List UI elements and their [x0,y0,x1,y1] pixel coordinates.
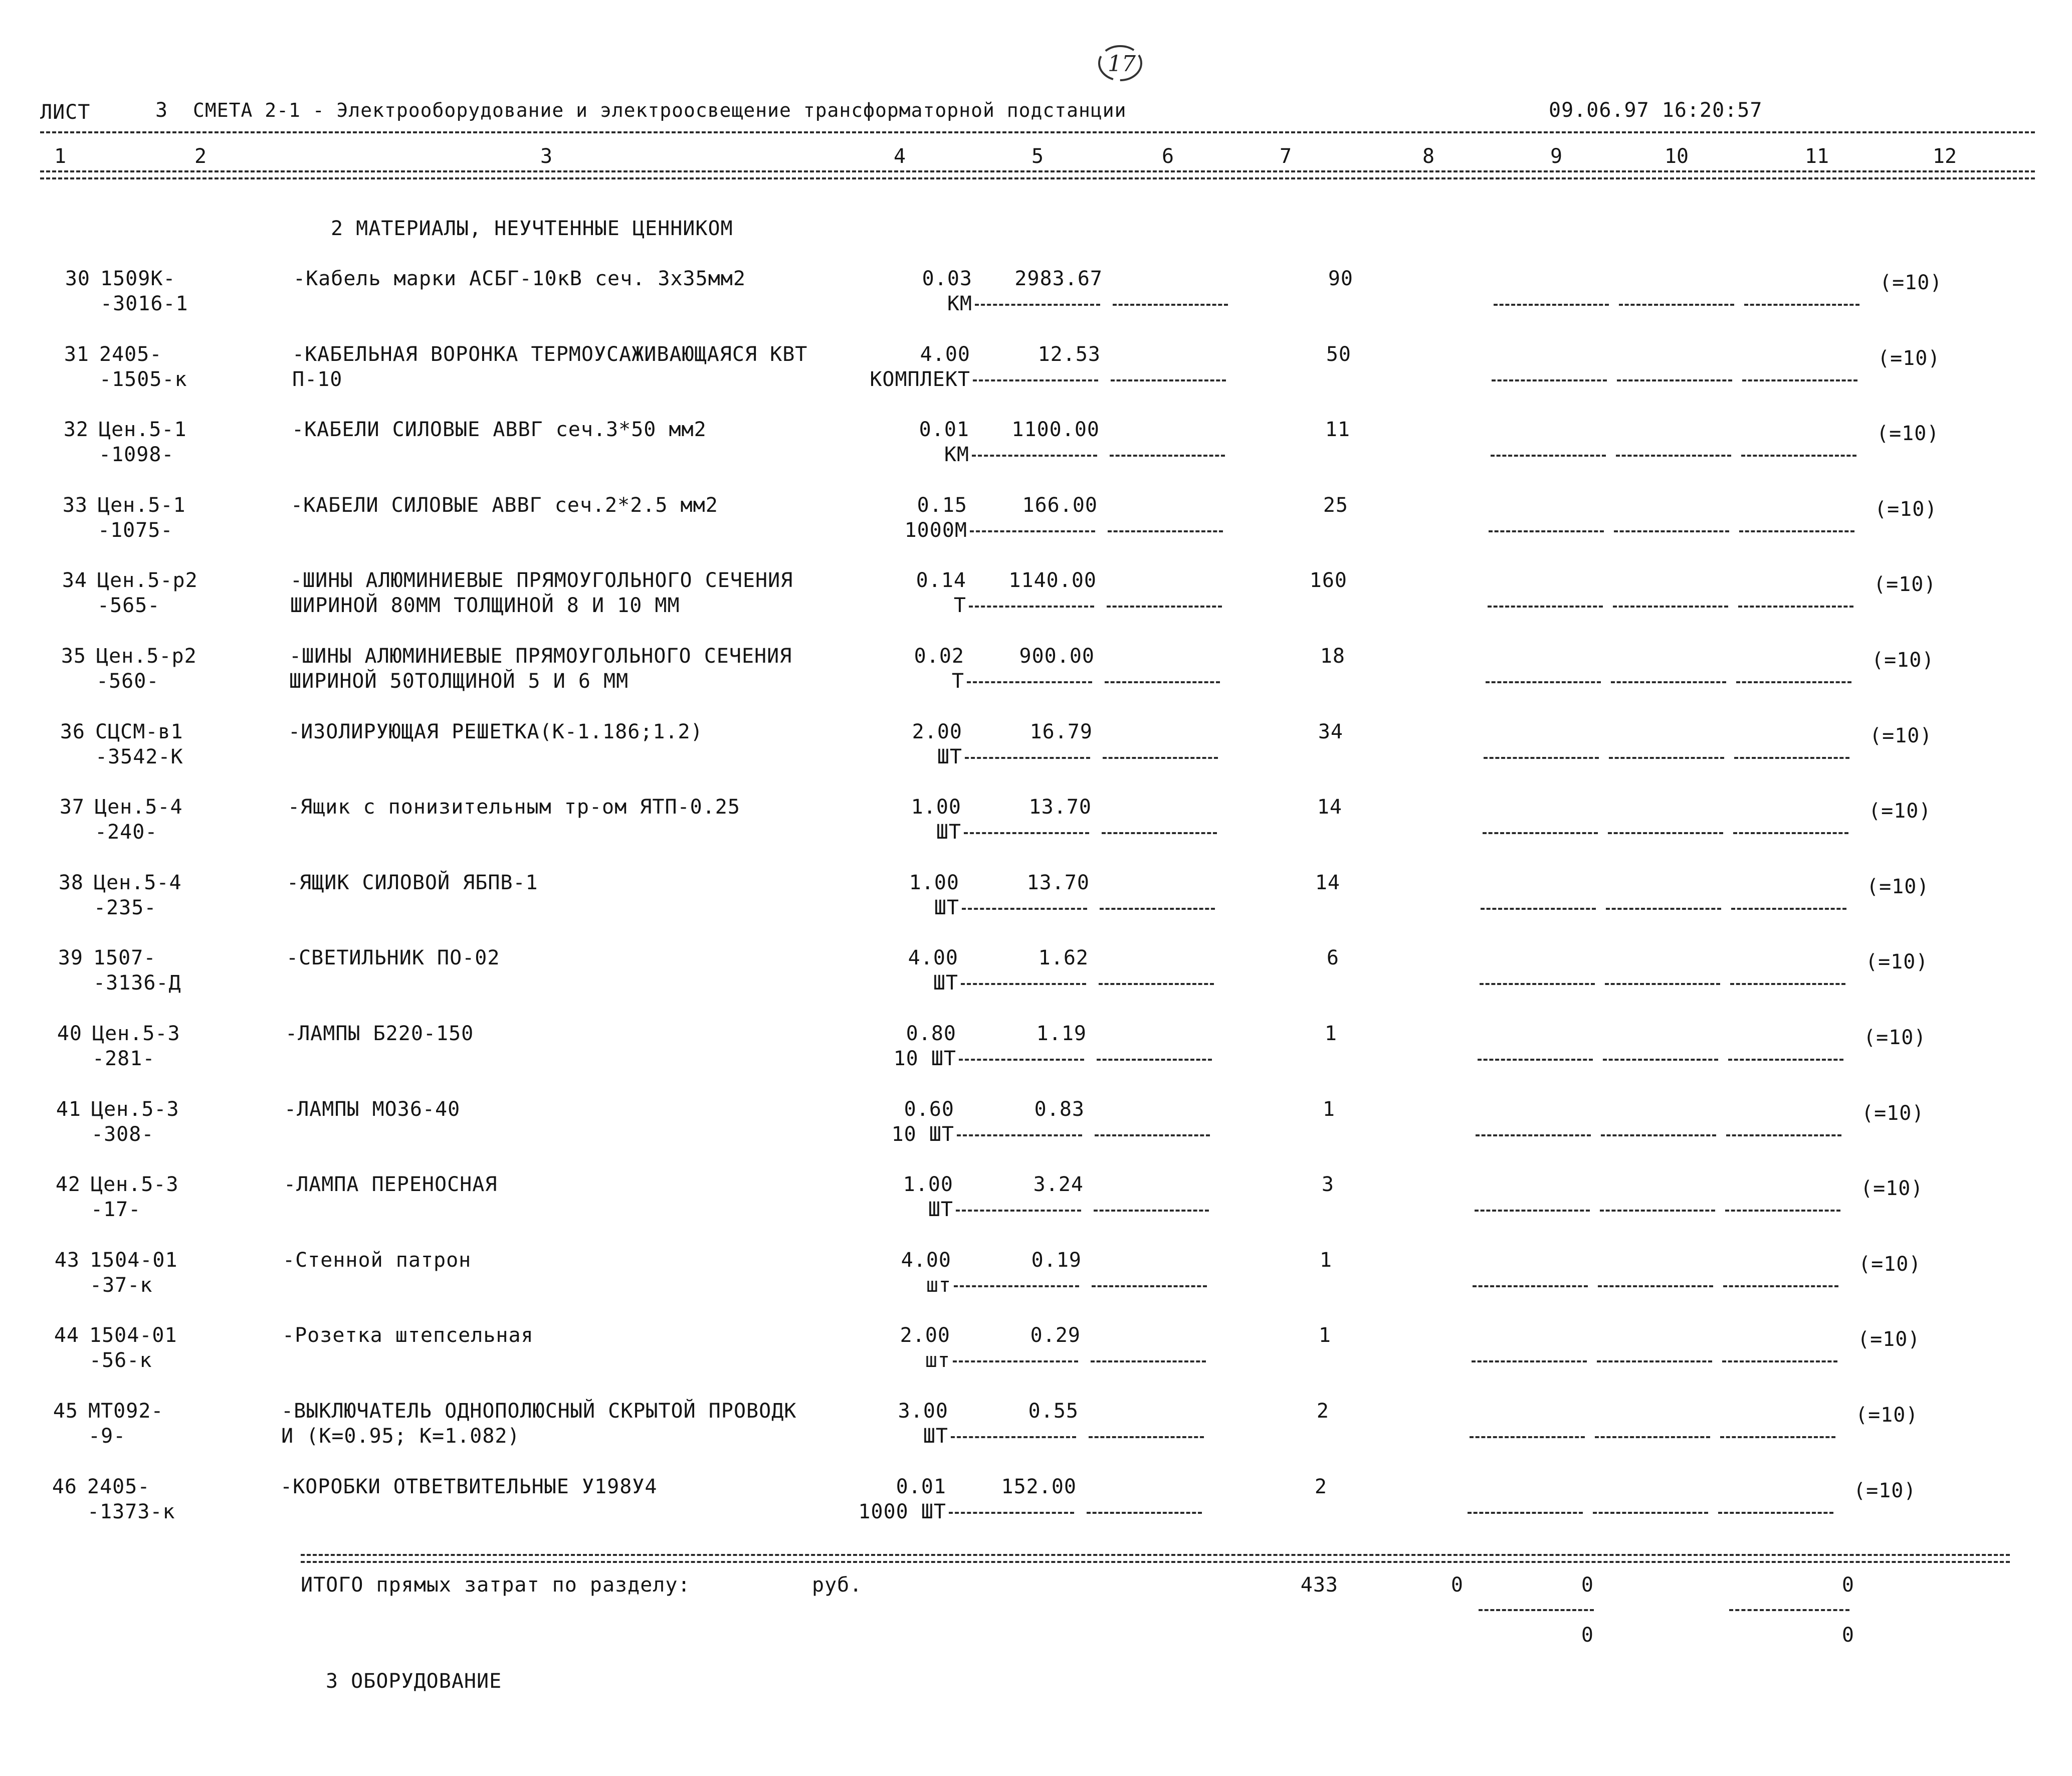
table-row [0,1475,2072,1550]
row-unit: Т [951,670,964,693]
row-blank-field-line [1593,1512,1708,1514]
row-blank-field-line [1736,681,1851,683]
row-quantity: 3.00 [898,1400,948,1423]
sheet-number: 3 [155,99,168,122]
row-unit: ШТ [933,971,958,995]
row-blank-field-line [1099,983,1214,985]
totals-rule [301,1554,2010,1563]
row-col7-value: 34 [1318,720,1343,743]
row-unit: КОМПЛЕКТ [870,368,970,391]
row-unit-price: 0.19 [1031,1249,1082,1272]
row-blank-field-line [957,1134,1082,1136]
row-number: 31 [64,343,89,366]
row-unit: 10 ШТ [893,1047,956,1070]
table-row [0,720,2072,795]
row-col7-value: 2 [1314,1475,1327,1498]
row-code-line2: -235- [94,896,157,919]
totals-col9: 0 [1581,1573,1594,1597]
totals-col11-underline [1729,1609,1849,1611]
row-blank-field-line [1738,606,1853,608]
row-col12-value: (=10) [1875,498,1938,521]
row-unit-price: 0.29 [1030,1324,1081,1347]
row-quantity: 2.00 [900,1324,950,1347]
row-blank-field-line [1105,681,1220,683]
row-quantity: 0.01 [896,1475,946,1498]
row-col12-value: (=10) [1874,573,1937,596]
table-row [0,1172,2072,1248]
row-description-line1: -ЛАМПА ПЕРЕНОСНАЯ [284,1173,498,1196]
row-description-line1: -Кабель марки АСБГ-10кВ сеч. 3х35мм2 [293,267,746,290]
totals-col11-sub: 0 [1841,1624,1854,1647]
table-row [0,267,2072,342]
row-unit: 10 ШТ [891,1123,954,1146]
row-col12-value: (=10) [1863,1026,1927,1049]
row-number: 37 [59,796,85,819]
row-blank-field-line [951,1436,1076,1438]
row-col12-value: (=10) [1877,422,1940,445]
row-description-line1: -СВЕТИЛЬНИК ПО-02 [286,946,500,969]
row-code-line2: -281- [92,1047,155,1070]
row-code-line1: МТ092- [88,1400,164,1423]
col-header-11: 11 [1804,145,1829,168]
row-code-line1: СЦСМ-в1 [95,720,183,743]
row-blank-field-line [1480,983,1595,985]
row-blank-field-line [1739,530,1854,532]
row-blank-field-line [1723,1285,1838,1287]
totals-col9-sub: 0 [1581,1624,1594,1647]
col-header-7: 7 [1279,145,1292,168]
row-code-line2: -56-к [89,1349,152,1372]
row-col7-value: 50 [1326,343,1351,366]
row-number: 41 [56,1098,81,1121]
row-code-line1: Цен.5-4 [94,871,182,894]
row-quantity: 1.00 [911,796,961,819]
print-datetime: 09.06.97 16:20:57 [1549,99,1763,122]
row-description-line1: -ЯЩИК СИЛОВОЙ ЯБПВ-1 [287,871,538,894]
row-number: 34 [62,569,87,592]
row-number: 40 [57,1022,82,1045]
row-code-line1: Цен.5-3 [91,1173,179,1196]
row-number: 30 [65,267,90,290]
row-blank-field-line [953,1360,1078,1362]
row-blank-field-line [1600,1210,1715,1212]
row-blank-field-line [972,455,1097,457]
table-row [0,1323,2072,1399]
row-blank-field-line [1092,1285,1207,1287]
row-code-line1: Цен.5-3 [92,1022,180,1045]
row-blank-field-line [1473,1285,1588,1287]
row-code-line2: -560- [96,670,159,693]
row-blank-field-line [1087,1512,1202,1514]
row-number: 44 [54,1324,79,1347]
row-quantity: 0.01 [919,418,969,441]
row-code-line1: 1504-01 [90,1249,178,1272]
row-blank-field-line [1494,304,1609,306]
row-unit: ШТ [928,1198,953,1221]
row-code-line2: -9- [88,1425,126,1448]
row-col12-value: (=10) [1853,1479,1917,1502]
row-code-line2: -37-к [90,1274,153,1297]
row-description-line2: И (К=0.95; К=1.082) [281,1425,520,1448]
row-blank-field-line [1601,1134,1716,1136]
row-blank-field-line [1489,530,1604,532]
row-code-line1: 1509К- [100,267,176,290]
row-quantity: 4.00 [908,946,958,969]
row-blank-field-line [964,832,1089,834]
row-description-line1: -ШИНЫ АЛЮМИНИЕВЫЕ ПРЯМОУГОЛЬНОГО СЕЧЕНИЯ [290,569,793,592]
row-code-line2: -1075- [98,519,173,542]
row-unit: шт [926,1274,951,1297]
row-blank-field-line [1484,757,1599,759]
row-blank-field-line [1111,379,1226,381]
row-blank-field-line [962,908,1087,910]
row-col7-value: 1 [1322,1098,1335,1121]
row-blank-field-line [1605,983,1720,985]
table-row [0,871,2072,946]
row-description-line1: -Розетка штепсельная [282,1324,534,1347]
col-header-1: 1 [54,145,67,168]
row-blank-field-line [961,983,1086,985]
row-col12-value: (=10) [1857,1328,1921,1351]
row-col12-value: (=10) [1860,1177,1924,1200]
row-description-line1: -ВЫКЛЮЧАТЕЛЬ ОДНОПОЛЮСНЫЙ СКРЫТОЙ ПРОВОДК [281,1400,797,1423]
row-description-line1: -КАБЕЛЬНАЯ ВОРОНКА ТЕРМОУСАЖИВАЮЩАЯСЯ КВТ [292,343,808,366]
row-code-line2: -1373-к [87,1500,175,1523]
row-number: 43 [54,1249,80,1272]
row-quantity: 0.60 [904,1098,954,1121]
row-unit-price: 12.53 [1038,343,1101,366]
handwritten-page-mark [1093,40,1148,90]
row-col7-value: 2 [1316,1400,1329,1423]
row-col12-value: (=10) [1861,1102,1925,1125]
row-blank-field-line [1481,908,1596,910]
row-blank-field-line [956,1210,1081,1212]
row-quantity: 1.00 [903,1173,953,1196]
row-blank-field-line [1595,1436,1710,1438]
row-col12-value: (=10) [1866,950,1929,973]
row-unit-price: 16.79 [1029,720,1093,743]
row-unit: ШТ [923,1425,948,1448]
table-row [0,1097,2072,1172]
table-row [0,795,2072,870]
row-code-line2: -3542-К [95,745,183,768]
row-col7-value: 14 [1315,871,1340,894]
column-header-rule [40,170,2035,179]
row-col7-value: 160 [1309,569,1347,592]
row-code-line2: -308- [91,1123,154,1146]
row-blank-field-line [1491,455,1606,457]
row-col7-value: 25 [1323,494,1348,517]
row-blank-field-line [1718,1512,1833,1514]
row-description-line1: -ШИНЫ АЛЮМИНИЕВЫЕ ПРЯМОУГОЛЬНОГО СЕЧЕНИЯ [289,645,792,668]
row-blank-field-line [1488,606,1603,608]
row-col12-value: (=10) [1880,271,1943,294]
header-rule [40,131,2035,133]
row-unit-price: 166.00 [1022,494,1098,517]
row-col7-value: 1 [1319,1249,1332,1272]
row-quantity: 4.00 [901,1249,951,1272]
row-unit-price: 13.70 [1028,796,1092,819]
col-header-4: 4 [893,145,906,168]
col-header-12: 12 [1932,145,1957,168]
row-col12-value: (=10) [1872,649,1935,672]
row-code-line1: Цен.5-р2 [96,645,197,668]
row-unit-price: 0.55 [1028,1400,1079,1423]
row-blank-field-line [1744,304,1859,306]
row-description-line2: ШИРИНОЙ 50ТОЛЩИНОЙ 5 И 6 ММ [289,670,629,693]
row-number: 39 [58,946,83,969]
row-blank-field-line [1110,455,1225,457]
col-header-10: 10 [1664,145,1689,168]
row-unit: шт [925,1349,950,1372]
row-description-line1: -ИЗОЛИРУЮЩАЯ РЕШЕТКА(К-1.186;1.2) [288,720,703,743]
row-code-line1: Цен.5-1 [99,418,187,441]
row-unit-price: 13.70 [1026,871,1090,894]
row-unit: Т [953,594,966,617]
row-blank-field-line [954,1285,1079,1287]
row-blank-field-line [1468,1512,1583,1514]
row-unit: 1000 ШТ [858,1500,946,1523]
row-blank-field-line [1726,1134,1841,1136]
row-blank-field-line [959,1059,1084,1061]
row-blank-field-line [1102,832,1217,834]
row-description-line1: -Ящик с понизительным тр-ом ЯТП-0.25 [288,796,740,819]
row-col7-value: 18 [1320,645,1345,668]
row-blank-field-line [1598,1285,1713,1287]
svg-text:17: 17 [1108,51,1136,77]
row-number: 38 [58,871,84,894]
row-blank-field-line [973,379,1098,381]
row-code-line2: -1098- [99,443,174,466]
table-row [0,418,2072,493]
row-number: 46 [52,1475,77,1498]
row-blank-field-line [1472,1360,1587,1362]
row-col12-value: (=10) [1858,1253,1922,1276]
totals-col9-underline [1479,1609,1594,1611]
row-unit-price: 1140.00 [1008,569,1097,592]
row-blank-field-line [1733,832,1848,834]
row-blank-field-line [1091,1360,1206,1362]
row-blank-field-line [1103,757,1218,759]
row-col12-value: (=10) [1878,347,1941,370]
table-row [0,342,2072,418]
row-blank-field-line [969,606,1094,608]
row-quantity: 4.00 [920,343,970,366]
row-blank-field-line [1608,832,1723,834]
row-col7-value: 3 [1321,1173,1334,1196]
row-description-line1: -ЛАМПЫ Б220-150 [285,1022,474,1045]
row-blank-field-line [1606,908,1721,910]
row-blank-field-line [1725,1210,1840,1212]
row-blank-field-line [1492,379,1607,381]
estimate-title: СМЕТА 2-1 - Электрооборудование и электроосвещение трансформаторной подстанции [193,99,1127,121]
row-code-line1: 2405- [99,343,162,366]
row-code-line1: 1507- [93,946,156,969]
row-number: 32 [63,418,89,441]
row-blank-field-line [1611,681,1726,683]
row-code-line1: 1504-01 [89,1324,177,1347]
row-col12-value: (=10) [1869,800,1932,823]
row-blank-field-line [1603,1059,1718,1061]
row-quantity: 0.80 [906,1022,956,1045]
row-blank-field-line [975,304,1100,306]
row-number: 42 [55,1173,81,1196]
table-row [0,1399,2072,1474]
row-blank-field-line [1597,1360,1712,1362]
table-row [0,1248,2072,1323]
row-description-line1: -КАБЕЛИ СИЛОВЫЕ АВВГ сеч.2*2.5 мм2 [291,494,718,517]
row-col12-value: (=10) [1855,1404,1919,1427]
row-blank-field-line [1475,1210,1590,1212]
row-blank-field-line [949,1512,1074,1514]
row-code-line1: 2405- [87,1475,150,1498]
totals-currency: руб. [812,1573,863,1597]
row-unit-price: 1.19 [1036,1022,1087,1045]
row-quantity: 0.15 [917,494,967,517]
row-blank-field-line [1728,1059,1843,1061]
row-number: 45 [53,1400,78,1423]
row-blank-field-line [967,681,1092,683]
row-code-line2: -3136-Д [93,971,181,995]
row-code-line1: Цен.5-4 [95,796,183,819]
row-unit: ШТ [934,896,959,919]
totals-col8: 0 [1451,1573,1464,1597]
table-row [0,493,2072,568]
row-blank-field-line [1616,455,1731,457]
row-blank-field-line [1089,1436,1204,1438]
row-code-line1: Цен.5-р2 [97,569,198,592]
section-title-equipment: 3 ОБОРУДОВАНИЕ [326,1670,502,1693]
row-blank-field-line [1614,530,1729,532]
row-quantity: 0.03 [922,267,972,290]
col-header-8: 8 [1422,145,1435,168]
table-row [0,644,2072,719]
row-code-line2: -240- [95,821,158,844]
row-code-line2: -17- [91,1198,141,1221]
row-description-line1: -КАБЕЛИ СИЛОВЫЕ АВВГ сеч.3*50 мм2 [292,418,707,441]
row-blank-field-line [1731,908,1846,910]
row-unit-price: 3.24 [1033,1173,1084,1196]
row-unit-price: 1.62 [1038,946,1089,969]
row-blank-field-line [1742,379,1857,381]
row-blank-field-line [1097,1059,1212,1061]
totals-col11: 0 [1841,1573,1854,1597]
row-col7-value: 11 [1325,418,1350,441]
sheet-label: ЛИСТ [40,101,91,124]
row-blank-field-line [1720,1436,1835,1438]
row-col7-value: 1 [1318,1324,1331,1347]
row-unit: ШТ [937,745,962,768]
col-header-6: 6 [1161,145,1174,168]
table-row [0,1022,2072,1097]
row-unit-price: 152.00 [1001,1475,1077,1498]
row-col12-value: (=10) [1867,875,1930,898]
row-blank-field-line [1108,530,1223,532]
row-quantity: 2.00 [912,720,962,743]
row-blank-field-line [1100,908,1215,910]
row-unit-price: 0.83 [1034,1098,1085,1121]
row-blank-field-line [1613,606,1728,608]
row-col7-value: 90 [1328,267,1353,290]
row-unit: КМ [947,292,972,315]
row-quantity: 1.00 [909,871,959,894]
row-number: 35 [61,645,86,668]
row-number: 36 [60,720,85,743]
row-quantity: 0.02 [914,645,964,668]
row-blank-field-line [1734,757,1849,759]
row-description-line2: П-10 [292,368,343,391]
row-blank-field-line [965,757,1090,759]
row-description-line1: -КОРОБКИ ОТВЕТВИТЕЛЬНЫЕ У198У4 [280,1475,658,1498]
row-description-line1: -ЛАМПЫ МО36-40 [284,1098,461,1121]
row-description-line2: ШИРИНОЙ 80ММ ТОЛЩИНОЙ 8 И 10 ММ [290,594,680,617]
row-description-line1: -Стенной патрон [283,1249,472,1272]
col-header-5: 5 [1031,145,1044,168]
row-col7-value: 1 [1324,1022,1337,1045]
row-code-line2: -565- [97,594,160,617]
row-blank-field-line [1483,832,1598,834]
totals-label: ИТОГО прямых затрат по разделу: [301,1573,691,1597]
row-blank-field-line [1741,455,1856,457]
row-code-line2: -1505-к [99,368,187,391]
row-blank-field-line [1094,1210,1209,1212]
col-header-9: 9 [1550,145,1563,168]
row-blank-field-line [1619,304,1734,306]
table-row [0,946,2072,1021]
row-blank-field-line [1609,757,1724,759]
row-quantity: 0.14 [916,569,966,592]
section-title-materials: 2 МАТЕРИАЛЫ, НЕУЧТЕННЫЕ ЦЕННИКОМ [331,217,733,240]
row-blank-field-line [1476,1134,1591,1136]
row-unit: КМ [944,443,969,466]
row-blank-field-line [1470,1436,1585,1438]
row-col7-value: 14 [1317,796,1342,819]
row-blank-field-line [1095,1134,1210,1136]
row-blank-field-line [1478,1059,1593,1061]
table-row [0,568,2072,644]
row-code-line1: Цен.5-3 [91,1098,179,1121]
totals-col7: 433 [1300,1573,1338,1597]
row-unit-price: 1100.00 [1011,418,1100,441]
row-col7-value: 6 [1326,946,1339,969]
row-blank-field-line [1486,681,1601,683]
col-header-3: 3 [540,145,553,168]
row-col12-value: (=10) [1870,724,1933,747]
row-unit: ШТ [936,821,961,844]
row-unit: 1000М [904,519,967,542]
row-blank-field-line [1113,304,1228,306]
row-unit-price: 900.00 [1019,645,1095,668]
row-blank-field-line [1107,606,1222,608]
row-blank-field-line [1722,1360,1837,1362]
row-unit-price: 2983.67 [1014,267,1103,290]
col-header-2: 2 [194,145,207,168]
row-code-line1: Цен.5-1 [98,494,186,517]
row-blank-field-line [970,530,1095,532]
row-code-line2: -3016-1 [100,292,188,315]
row-number: 33 [62,494,88,517]
row-blank-field-line [1617,379,1732,381]
row-blank-field-line [1730,983,1845,985]
